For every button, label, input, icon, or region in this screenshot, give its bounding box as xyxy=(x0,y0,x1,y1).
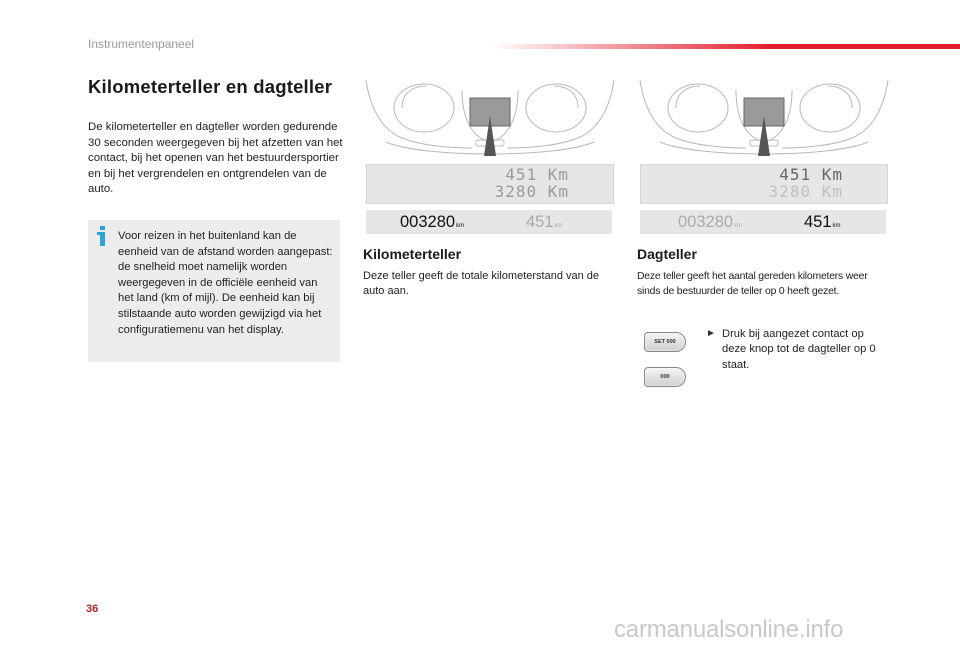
odometer-heading: Kilometerteller xyxy=(363,246,462,262)
trip-strip-trip-unit: km xyxy=(832,223,841,229)
section-header: Instrumentenpaneel xyxy=(88,37,195,51)
odometer-trip-unit: km xyxy=(554,223,563,229)
header-accent-line xyxy=(490,44,960,49)
page-title: Kilometerteller en dagteller xyxy=(88,76,333,97)
bullet-arrow-icon: ► xyxy=(706,328,716,339)
trip-strip-total-unit: km xyxy=(734,223,743,229)
trip-reset-instruction: Druk bij aangezet contact op deze knop tot de dagteller op 0 staat. xyxy=(722,328,876,371)
odometer-trip-value xyxy=(526,213,563,232)
lcd-line-trip: 451 Km xyxy=(505,165,569,184)
intro-paragraph: De kilometerteller en dagteller worden gedurende 30 seconden weergegeven bij het afzetten van het contact, bij het openen van het bestuurdersportier en bij het vergrendelen en ontgrendelen van de auto. xyxy=(88,121,343,196)
trip-reset-button-alt[interactable]: 000 xyxy=(644,367,686,387)
lcd-display-odometer xyxy=(366,164,614,204)
trip-strip-trip-number: 451 xyxy=(804,213,832,231)
trip-reset-button[interactable]: SET 000 xyxy=(644,332,686,352)
trip-description: Deze teller geeft het aantal gereden kilometers weer sinds de bestuurder de teller op 0 heeft gezet. xyxy=(637,271,868,298)
instrument-cluster-illustration-trip xyxy=(636,78,892,160)
odometer-total-value xyxy=(400,213,464,232)
lcd-display-trip xyxy=(640,164,888,204)
site-watermark: carmanualsonline.info xyxy=(614,616,844,643)
odometer-total-unit: km xyxy=(456,223,465,229)
lcd-line-trip: 451 Km xyxy=(779,165,843,184)
trip-heading: Dagteller xyxy=(637,246,697,262)
lcd-line-total: 3280 Km xyxy=(768,182,843,201)
odometer-trip-number: 451 xyxy=(526,213,554,231)
odometer-strip-total-highlight xyxy=(366,210,612,234)
odometer-total-number: 003280 xyxy=(400,213,456,231)
info-icon xyxy=(95,226,109,246)
instrument-cluster-illustration-odometer xyxy=(362,78,618,160)
trip-strip-total-number: 003280 xyxy=(678,213,734,231)
trip-strip-total-value xyxy=(678,213,742,232)
info-note-text: Voor reizen in het buitenland kan de eenheid van de afstand worden aangepast: de snelheid moet namelijk worden weergegeven in de officiële eenheid van het land (km of mijl). De eenheid kan bij stilstaande auto worden gewijzigd via het configuratiemenu van het display. xyxy=(118,230,333,336)
odometer-strip-trip-highlight xyxy=(640,210,886,234)
trip-strip-trip-value xyxy=(804,213,841,232)
lcd-line-total: 3280 Km xyxy=(494,182,569,201)
page-number: 36 xyxy=(86,603,99,615)
odometer-description: Deze teller geeft de totale kilometerstand van de auto aan. xyxy=(363,270,600,298)
